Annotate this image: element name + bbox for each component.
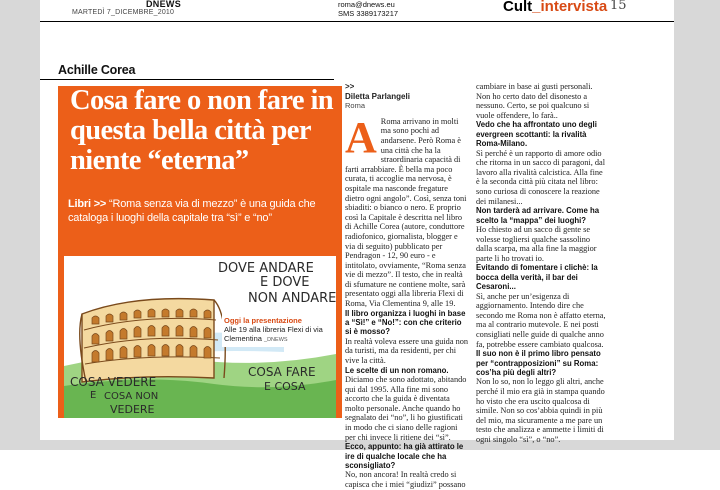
paragraph: cambiare in base ai gusti personali. Non ho certo dato del disonesto a nessuno. Certo, se poi qualcuno si vuole offendere, lo farà.. [476, 82, 593, 120]
headline: Cosa fare o non fare in questa bella città per niente “eterna” [70, 85, 334, 176]
caption-heading: Oggi la presentazione [224, 316, 302, 325]
newspaper-page [40, 0, 674, 490]
byline-place: Roma [345, 101, 366, 111]
subheadline-label: Libri >> [68, 198, 107, 210]
illus-bottom-text-4: VEDERE [110, 403, 155, 416]
paragraph: In realtà voleva essere una guida non da turisti, ma da residenti, per chi vive la città. [345, 336, 469, 366]
right-margin [674, 0, 720, 450]
illus-top-text-1: DOVE ANDARE [218, 261, 314, 276]
author-bar [40, 58, 334, 80]
interview-question: Evitando di fomentare i clichè: la bocca della verità, il bar dei Cesaroni... [476, 263, 598, 292]
article-body-1 [345, 112, 469, 490]
paragraph: Ho chiesto ad un sacco di gente se volesse togliersi qualche sassolino dalla scarpa, ma alla fine la maggior parte li ho trovati io. [476, 224, 597, 263]
article-column-2 [476, 82, 606, 445]
byline-author: Diletta Parlangeli [345, 91, 410, 101]
page-header [40, 0, 674, 22]
issue-date: MARTEDÌ 7_DICEMBRE_2010 [72, 9, 175, 16]
hero-box [58, 86, 342, 418]
drop-cap: A [345, 112, 377, 162]
interview-question: Ecco, appunto: ha già attirato le ire di qualche locale che ha sconsigliato? [345, 442, 464, 471]
interview-question: Il suo non è il primo libro pensato per “contrapposizioni” su Roma: cos’ha più degli altri? [476, 349, 601, 377]
paragraph: Non lo so, non lo leggo gli altri, anche perché il mio era già in stampa quando ho visto che era uscito qualcosa di simile. Non so cos’abbia quindi in più del mio, ma sicuramente a me pare un testo che analizza e ammette i limiti di ogni singolo “sì”, o “no”. [476, 377, 605, 444]
interview-question: Il libro organizza i luoghi in base a “Sì!” e “No!”: con che criterio si è mosso? [345, 308, 466, 337]
caption-source: _DNEWS [264, 337, 288, 343]
caption-text-wrap [224, 325, 330, 345]
left-margin [0, 0, 40, 450]
illus-top-text-3: NON ANDARE [248, 291, 337, 306]
byline [345, 82, 469, 111]
interview-question: Le scelte di un non romano. [345, 365, 449, 375]
interview-question: Non tarderà ad arrivare. Come ha scelto la “mappa” dei luoghi? [476, 206, 600, 225]
illus-bottom-text-3: COSA NON [104, 391, 159, 402]
contact-email: roma@dnews.eu [338, 0, 395, 9]
illus-right-text-1: COSA FARE [248, 365, 316, 379]
byline-arrow: >> [345, 82, 355, 91]
illus-bottom-text-1: COSA VEDERE [70, 375, 157, 389]
interview-question: Vedo che ha affrontato uno degli evergreen scottanti: la rivalità Roma-Milano. [476, 120, 597, 149]
article-column-1 [345, 82, 469, 490]
brand-name: DNEWS [146, 0, 181, 9]
paragraph: Sì, anche per un’esigenza di aggiornamento. Intendo dire che secondo me Roma non è affatto eterna, ma al contrario mutevole. E nei posti consigliati nelle guide di qualche anno fa, potrebbe essere cambiato qualcosa. [476, 291, 606, 349]
subheadline-text: “Roma senza via di mezzo” è una guida che cataloga i luoghi della capitale tra “sì” e “no” [68, 198, 316, 224]
section-title-main: Cult [503, 0, 533, 15]
author-name: Achille Corea [58, 63, 136, 77]
paragraph: Sì perché è un rapporto di amore odio che ritorna in un sacco di paragoni, dal lavoro alla rivalità calcistica. Alla fine è la seconda città più citata nel libro: sono curiosa di conoscere la reazione dei milanesi... [476, 148, 606, 206]
illus-bottom-text-2: E [90, 390, 97, 401]
paragraph: No, non ancora! In realtà credo si capisca che i miei “giudizi” possano [345, 470, 466, 490]
caption-text: Alle 19 alla libreria Flexi di via Clementina [224, 325, 323, 343]
section-title [503, 0, 607, 15]
contact-block [338, 0, 398, 18]
page-number: 15 [610, 0, 627, 13]
paragraph: Diciamo che sono adottato, abitando qui dal 1995. Alla fine mi sono accorto che la guida è diventata molto personale. Anche quando ho segnalato dei “no”, li ho giustificati in modo che ci siano delle ragioni per chi invece li ritiene dei “sì”. [345, 375, 467, 442]
photo-caption [222, 314, 332, 347]
illus-top-text-2: E DOVE [260, 275, 310, 290]
contact-sms: SMS 3389173217 [338, 9, 399, 18]
illus-right-text-2: E COSA [264, 380, 306, 393]
section-title-sub: _intervista [532, 0, 608, 15]
subheadline [68, 198, 336, 225]
paragraph: Roma arrivano in molti ma sono pochi ad andarsene. Però Roma è una città che ha la straordinaria capacità di farti arrabbiare. È bella ma poco curata, ti accoglie ma nervosa, è ospitale ma nasconde fregature dietro ogni angolo”. Così, senza toni sbiaditi: o bianco o nero. E proprio così la Capitale è descritta nel libro di Achille Corea (autore, conduttore radiofonico, giornalista, blogger e via di seguito) pubblicato per Pendragon - 12, 90 euro - e intitolato, ovviamente, “Roma senza vie di mezzo”. Il testo, che in realtà di sfumature ne contiene molte, sarà presentato oggi alla libreria Flexi di Roma, Via Clementina 9, alle 19. [345, 116, 467, 309]
